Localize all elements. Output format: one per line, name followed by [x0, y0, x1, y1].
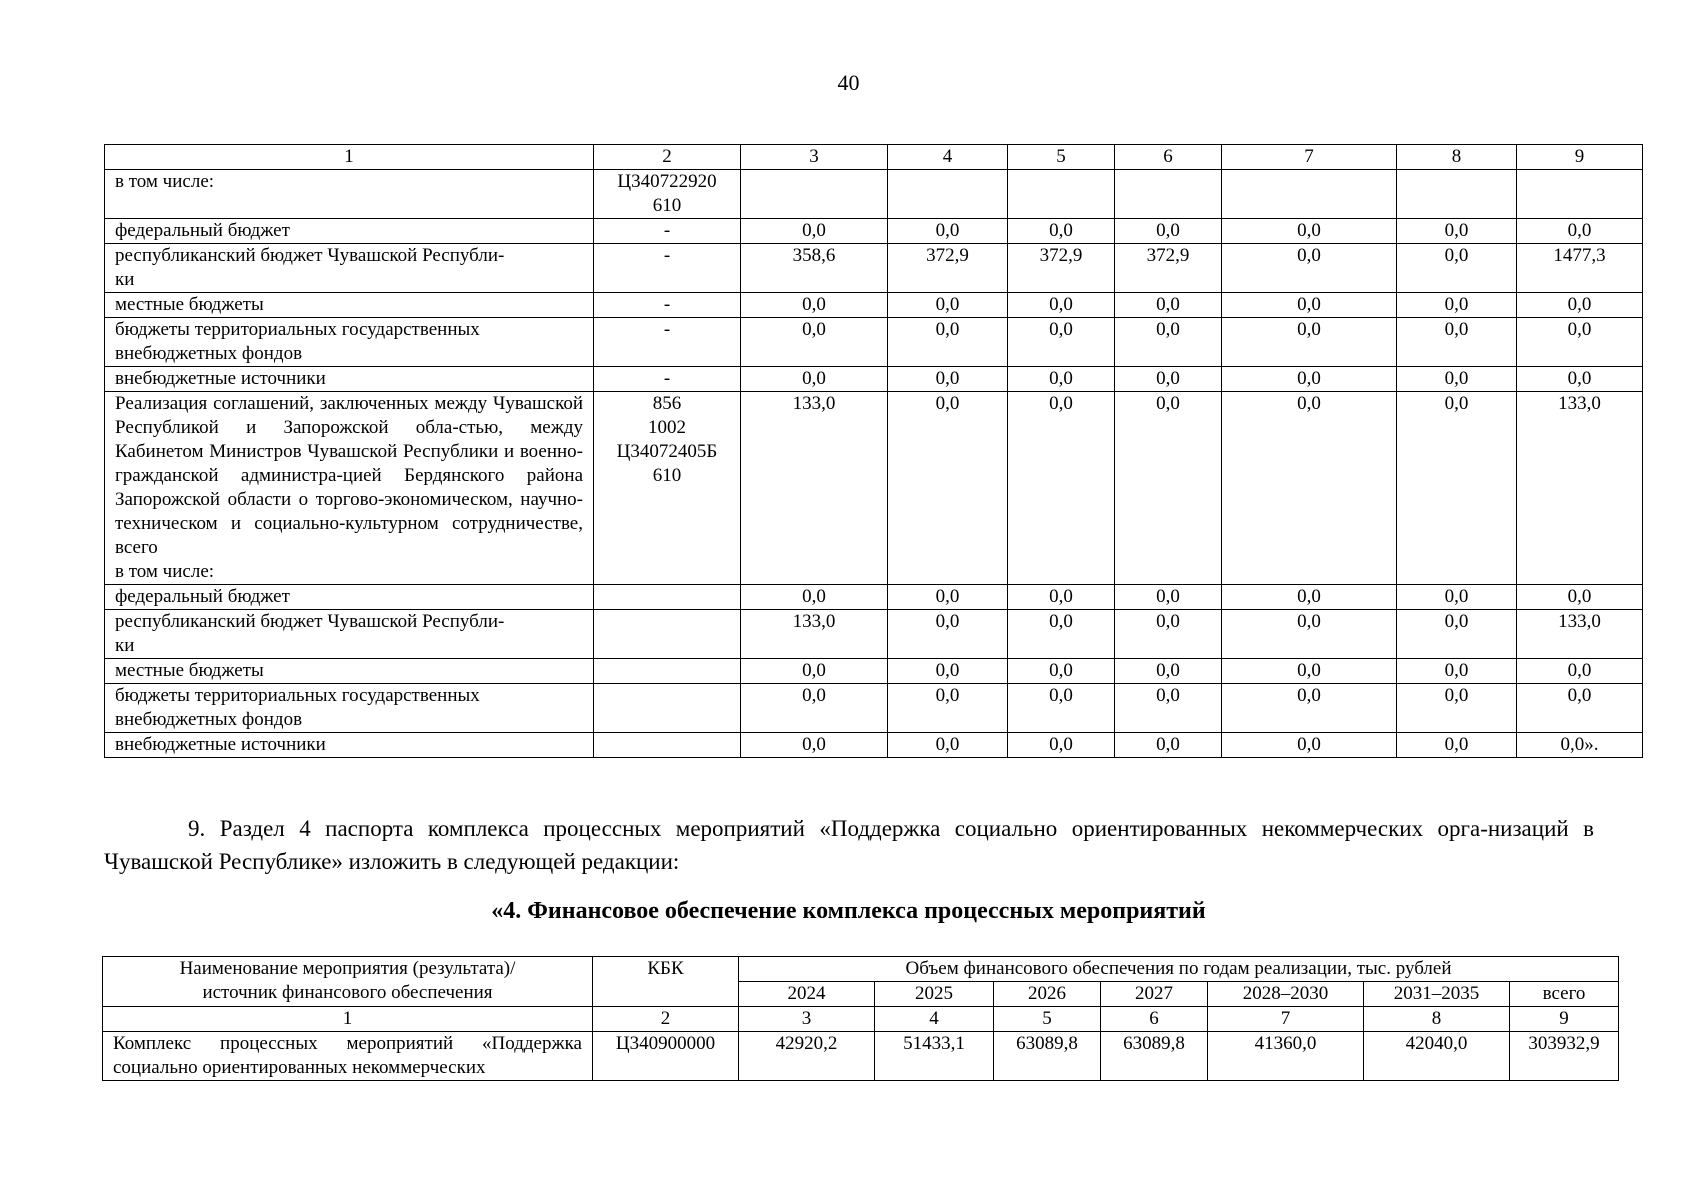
- year-header: всего: [1510, 982, 1619, 1007]
- row-kbk: -: [594, 244, 741, 293]
- row-value: 0,0: [1008, 733, 1115, 758]
- column-number: 2: [593, 1007, 739, 1032]
- row-value: 0,0».: [1517, 733, 1643, 758]
- row-value: 0,0: [741, 293, 888, 318]
- row-value: 0,0: [1222, 392, 1397, 585]
- row-value: 0,0: [1222, 659, 1397, 684]
- column-number: 2: [594, 145, 741, 170]
- row-value: 1477,3: [1517, 244, 1643, 293]
- column-number: 1: [105, 145, 594, 170]
- column-number: 9: [1510, 1007, 1619, 1032]
- row-value: 0,0: [741, 585, 888, 610]
- table-row: [105, 733, 1643, 758]
- row-value: 0,0: [888, 318, 1008, 367]
- row-value: [888, 170, 1008, 219]
- row-kbk: [594, 684, 741, 733]
- column-number: 1: [103, 1007, 593, 1032]
- row-name: внебюджетные источники: [105, 367, 594, 392]
- row-value: 0,0: [1397, 367, 1517, 392]
- column-number: 7: [1222, 145, 1397, 170]
- column-number: 4: [888, 145, 1008, 170]
- column-number: 7: [1208, 1007, 1364, 1032]
- row-value: 0,0: [1397, 659, 1517, 684]
- amendment-paragraph: 9. Раздел 4 паспорта комплекса процессных мероприятий «Поддержка социально ориентированных некоммерческих орга-низаций в Чувашской Республике» изложить в следующей редакции:: [104, 816, 1594, 874]
- row-kbk: -: [594, 318, 741, 367]
- year-header: 2027: [1101, 982, 1208, 1007]
- row-value: 0,0: [1008, 219, 1115, 244]
- row-name: местные бюджеты: [105, 293, 594, 318]
- table-row: [105, 367, 1643, 392]
- row-value: 0,0: [888, 392, 1008, 585]
- row-value: 0,0: [1115, 367, 1222, 392]
- row-value: 372,9: [1008, 244, 1115, 293]
- row-name: бюджеты территориальных государственных внебюджетных фондов: [105, 684, 594, 733]
- row-value: 0,0: [1397, 684, 1517, 733]
- row-value: 63089,8: [1101, 1032, 1208, 1081]
- row-kbk: 856 1002 Ц34072405Б 610: [594, 392, 741, 585]
- row-value: 0,0: [1517, 318, 1643, 367]
- row-value: 0,0: [1008, 659, 1115, 684]
- year-header: 2028–2030: [1208, 982, 1364, 1007]
- row-value: 372,9: [1115, 244, 1222, 293]
- year-header: 2031–2035: [1364, 982, 1510, 1007]
- row-name: в том числе:: [105, 170, 594, 219]
- table-row: [103, 1032, 1619, 1081]
- row-value: 0,0: [1222, 367, 1397, 392]
- row-value: 303932,9: [1510, 1032, 1619, 1081]
- row-value: 0,0: [1008, 318, 1115, 367]
- row-value: 0,0: [1222, 293, 1397, 318]
- table-row: [105, 684, 1643, 733]
- row-name: федеральный бюджет: [105, 585, 594, 610]
- row-value: 0,0: [1222, 585, 1397, 610]
- row-value: [741, 170, 888, 219]
- row-value: 0,0: [741, 733, 888, 758]
- table-row: [105, 318, 1643, 367]
- row-value: 0,0: [888, 684, 1008, 733]
- row-value: [1222, 170, 1397, 219]
- row-value: 0,0: [888, 659, 1008, 684]
- year-header: 2024: [739, 982, 875, 1007]
- row-kbk: -: [594, 219, 741, 244]
- row-value: 372,9: [888, 244, 1008, 293]
- row-value: 0,0: [1222, 219, 1397, 244]
- table-row: [105, 293, 1643, 318]
- column-number: 5: [994, 1007, 1101, 1032]
- row-value: [1115, 170, 1222, 219]
- row-value: 358,6: [741, 244, 888, 293]
- column-number: 9: [1517, 145, 1643, 170]
- row-name: Реализация соглашений, заключенных между Чувашской Республикой и Запорожской обла-стью, между Кабинетом Министров Чувашской Республики и военно-гражданской администра-цией Бердянского района Запорожской области о торгово-экономическом, научно-техническом и социально-культурном сотрудничестве, всего в том числе:: [105, 392, 594, 585]
- row-kbk: Ц340722920 610: [594, 170, 741, 219]
- row-value: 0,0: [1397, 733, 1517, 758]
- row-value: 0,0: [1008, 585, 1115, 610]
- row-value: 51433,1: [875, 1032, 994, 1081]
- row-value: 0,0: [888, 219, 1008, 244]
- row-value: 0,0: [1115, 585, 1222, 610]
- row-kbk: [594, 585, 741, 610]
- table-row: [105, 585, 1643, 610]
- row-name: Комплекс процессных мероприятий «Поддержка социально ориентированных некоммерческих: [103, 1032, 593, 1081]
- header-activity-name: Наименование мероприятия (результата)/ источник финансового обеспечения: [103, 957, 593, 1007]
- row-value: 0,0: [1517, 367, 1643, 392]
- row-value: 0,0: [1008, 293, 1115, 318]
- financing-table-section-4: [102, 956, 1619, 1081]
- table-row: [105, 659, 1643, 684]
- row-value: 0,0: [1517, 293, 1643, 318]
- row-value: 0,0: [1115, 659, 1222, 684]
- column-number-row: [105, 145, 1643, 170]
- row-value: 0,0: [1517, 219, 1643, 244]
- row-value: 0,0: [741, 318, 888, 367]
- row-value: 0,0: [1397, 392, 1517, 585]
- row-kbk: [594, 733, 741, 758]
- row-value: 0,0: [888, 293, 1008, 318]
- row-name: внебюджетные источники: [105, 733, 594, 758]
- row-value: 0,0: [1397, 610, 1517, 659]
- row-value: 0,0: [1222, 684, 1397, 733]
- row-value: 0,0: [888, 610, 1008, 659]
- row-value: 42040,0: [1364, 1032, 1510, 1081]
- row-value: 0,0: [1008, 684, 1115, 733]
- row-value: 133,0: [741, 610, 888, 659]
- row-value: 0,0: [741, 367, 888, 392]
- row-value: 0,0: [888, 585, 1008, 610]
- row-value: 133,0: [1517, 610, 1643, 659]
- section-title: «4. Финансовое обеспечение комплекса процессных мероприятий: [491, 898, 1206, 924]
- row-value: 0,0: [1222, 610, 1397, 659]
- row-name: федеральный бюджет: [105, 219, 594, 244]
- row-kbk: -: [594, 293, 741, 318]
- row-value: 0,0: [888, 733, 1008, 758]
- row-value: [1517, 170, 1643, 219]
- header-financing-volume: Объем финансового обеспечения по годам реализации, тыс. рублей: [739, 957, 1619, 982]
- row-value: 0,0: [1517, 659, 1643, 684]
- row-value: 0,0: [741, 684, 888, 733]
- row-value: 0,0: [888, 367, 1008, 392]
- row-value: 0,0: [741, 219, 888, 244]
- column-number: 3: [739, 1007, 875, 1032]
- row-value: 0,0: [1397, 293, 1517, 318]
- row-kbk: -: [594, 367, 741, 392]
- column-number: 6: [1115, 145, 1222, 170]
- row-value: 63089,8: [994, 1032, 1101, 1081]
- table-row: [105, 170, 1643, 219]
- row-value: 0,0: [1008, 367, 1115, 392]
- row-value: 0,0: [1115, 733, 1222, 758]
- year-header: 2026: [994, 982, 1101, 1007]
- table-row: [105, 244, 1643, 293]
- row-value: 0,0: [1008, 610, 1115, 659]
- row-value: 0,0: [1115, 219, 1222, 244]
- row-name: республиканский бюджет Чувашской Республи- ки: [105, 610, 594, 659]
- row-value: 0,0: [1397, 244, 1517, 293]
- year-header: 2025: [875, 982, 994, 1007]
- row-kbk: Ц340900000: [593, 1032, 739, 1081]
- row-value: [1397, 170, 1517, 219]
- column-number: 8: [1364, 1007, 1510, 1032]
- row-value: 0,0: [1397, 219, 1517, 244]
- row-value: 0,0: [1222, 244, 1397, 293]
- header-kbk: КБК: [593, 957, 739, 1007]
- row-value: 133,0: [741, 392, 888, 585]
- row-value: 0,0: [1517, 684, 1643, 733]
- row-value: 0,0: [1115, 392, 1222, 585]
- row-name: местные бюджеты: [105, 659, 594, 684]
- column-number: 5: [1008, 145, 1115, 170]
- row-value: 0,0: [1222, 318, 1397, 367]
- row-value: 0,0: [1397, 585, 1517, 610]
- row-kbk: [594, 610, 741, 659]
- column-number: 8: [1397, 145, 1517, 170]
- column-number: 6: [1101, 1007, 1208, 1032]
- row-value: 0,0: [741, 659, 888, 684]
- column-number: 4: [875, 1007, 994, 1032]
- column-number-row: [103, 1007, 1619, 1032]
- row-value: 0,0: [1517, 585, 1643, 610]
- row-value: 42920,2: [739, 1032, 875, 1081]
- column-number: 3: [741, 145, 888, 170]
- row-value: 41360,0: [1208, 1032, 1364, 1081]
- row-name: республиканский бюджет Чувашской Республи- ки: [105, 244, 594, 293]
- financing-table-continued: [104, 144, 1643, 758]
- table-row: [105, 392, 1643, 585]
- row-value: 0,0: [1115, 610, 1222, 659]
- row-value: 0,0: [1008, 392, 1115, 585]
- row-value: 0,0: [1115, 293, 1222, 318]
- row-value: 0,0: [1115, 318, 1222, 367]
- row-value: 133,0: [1517, 392, 1643, 585]
- row-value: [1008, 170, 1115, 219]
- row-kbk: [594, 659, 741, 684]
- table-row: [105, 610, 1643, 659]
- row-value: 0,0: [1115, 684, 1222, 733]
- page-number: 40: [837, 70, 860, 95]
- row-value: 0,0: [1222, 733, 1397, 758]
- row-value: 0,0: [1397, 318, 1517, 367]
- table-row: [105, 219, 1643, 244]
- row-name: бюджеты территориальных государственных внебюджетных фондов: [105, 318, 594, 367]
